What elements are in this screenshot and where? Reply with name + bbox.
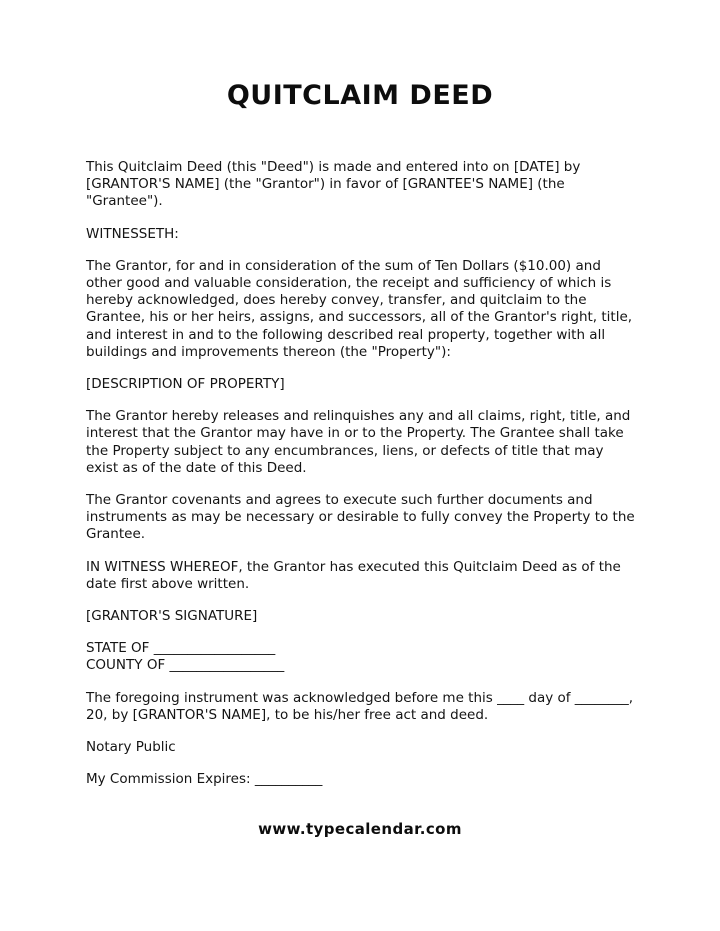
consideration-paragraph: The Grantor, for and in consideration of the sum of Ten Dollars ($10.00) and other good and valuable consideration, the receipt and sufficiency of which is hereby acknowledged, does hereby convey, transfer, and quitclaim to the Grantee, his or her heirs, assigns, and successors, all of the Grantor's right, title, and interest in and to the following described real property, together with all buildings and improvements thereon (the "Property"): [86, 257, 633, 360]
document-title: QUITCLAIM DEED [226, 80, 494, 111]
witness-whereof-paragraph: IN WITNESS WHEREOF, the Grantor has executed this Quitclaim Deed as of the date first above written. [86, 558, 621, 592]
county-of-line: COUNTY OF _________________ [86, 657, 285, 674]
state-of-line: STATE OF __________________ [86, 640, 276, 657]
property-description-placeholder: [DESCRIPTION OF PROPERTY] [86, 376, 285, 393]
document-body [86, 159, 638, 788]
commission-expires-line: My Commission Expires: __________ [86, 771, 323, 788]
intro-paragraph: This Quitclaim Deed (this "Deed") is made and entered into on [DATE] by [GRANTOR'S NAME] (the "Grantor") in favor of [GRANTEE'S NAME] (the "Grantee"). [86, 159, 581, 210]
acknowledgment-paragraph: The foregoing instrument was acknowledged before me this ____ day of ________, 20, by [GRANTOR'S NAME], to be his/her free act and deed. [86, 689, 634, 723]
release-paragraph: The Grantor hereby releases and relinquishes any and all claims, right, title, and interest that the Grantor may have in or to the Property. The Grantee shall take the Property subject to any encumbrances, liens, or defects of title that may exist as of the date of this Deed. [86, 408, 631, 476]
notary-public-label: Notary Public [86, 739, 176, 756]
grantor-signature-placeholder: [GRANTOR'S SIGNATURE] [86, 608, 258, 625]
footer-url: www.typecalendar.com [258, 820, 462, 838]
witnesseth-heading: WITNESSETH: [86, 225, 179, 242]
covenant-paragraph: The Grantor covenants and agrees to execute such further documents and instruments as may be necessary or desirable to fully convey the Property to the Grantee. [86, 492, 635, 543]
